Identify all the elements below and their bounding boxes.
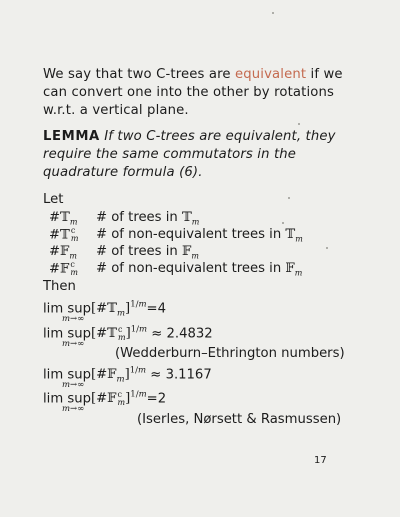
definition-label: # of non-equivalent trees in <box>96 227 282 242</box>
definition-text: # of trees in 𝕋$_m$ <box>96 210 200 227</box>
limit-value: 2.4832 <box>166 326 213 342</box>
definition-symbol: #𝕋c m <box>49 226 79 243</box>
definition-symbol: #𝕋$_m$ <box>49 210 78 227</box>
dust-speck <box>298 123 300 125</box>
limit-relation: ≈ <box>151 326 163 342</box>
limsup-subscript: m→∞ <box>62 404 85 414</box>
limit-row <box>43 389 167 414</box>
limit-expression: [#𝔽$_m$]$^{1/m}$ <box>90 366 147 386</box>
then-label: Then <box>43 279 76 294</box>
limsup-operator: lim sup <box>43 326 91 342</box>
limit-row <box>43 366 212 390</box>
limsup-subscript: m→∞ <box>62 339 85 349</box>
definition-symbol: #𝔽c m <box>49 260 79 277</box>
definition-label: # of trees in <box>96 210 178 225</box>
dust-speck <box>282 222 284 224</box>
intro-paragraph <box>43 66 355 120</box>
definition-text: # of non-equivalent trees in 𝕋$_m$ <box>96 227 303 244</box>
definition-label: # of non-equivalent trees in <box>96 261 282 276</box>
limit-expression: [#𝕋c m]$^{1/m}$ <box>90 324 148 342</box>
limsup-subscript: m→∞ <box>62 314 85 324</box>
limsup-operator: lim sup <box>43 301 91 317</box>
limit-value: 4 <box>157 301 166 317</box>
intro-highlight-term: equivalent <box>235 67 307 82</box>
dust-speck <box>272 12 274 14</box>
definition-label: # of trees in <box>96 244 178 259</box>
definition-text: # of non-equivalent trees in 𝔽$_m$ <box>96 261 303 278</box>
page-number: 17 <box>314 455 327 466</box>
limsup-operator: lim sup <box>43 367 91 383</box>
intro-text-after: if we can convert one into the other by rotations w.r.t. a vertical plane. <box>43 67 343 118</box>
limit-relation: ≈ <box>150 367 162 383</box>
iserles-note: (Iserles, Nørsett & Rasmussen) <box>137 412 342 427</box>
definition-text: # of trees in 𝔽$_m$ <box>96 244 199 261</box>
limsup-operator: lim sup <box>43 391 91 407</box>
limit-expression: [#𝕋$_m$]$^{1/m}$ <box>90 300 147 320</box>
dust-speck <box>288 197 290 199</box>
definition-symbol: #𝔽$_m$ <box>49 244 78 261</box>
limsup-subscript: m→∞ <box>62 380 85 390</box>
limit-row <box>43 324 213 349</box>
let-label: Let <box>43 192 64 207</box>
lemma-body: If two C-trees are equivalent, they require the same commutators in the quadrature formula (6). <box>43 129 336 180</box>
limit-expression: [#𝔽c m]$^{1/m}$ <box>90 389 147 407</box>
lemma-label: LEMMA <box>43 129 100 144</box>
dust-speck <box>326 247 328 249</box>
lemma-paragraph <box>43 128 355 182</box>
wedderburn-note: (Wedderburn–Ethrington numbers) <box>115 346 345 361</box>
limit-relation: = <box>146 391 158 407</box>
limit-relation: = <box>146 301 158 317</box>
intro-text-before: We say that two C-trees are <box>43 67 235 82</box>
limit-value: 2 <box>157 391 167 407</box>
limit-value: 3.1167 <box>165 367 212 383</box>
limit-row <box>43 300 166 324</box>
